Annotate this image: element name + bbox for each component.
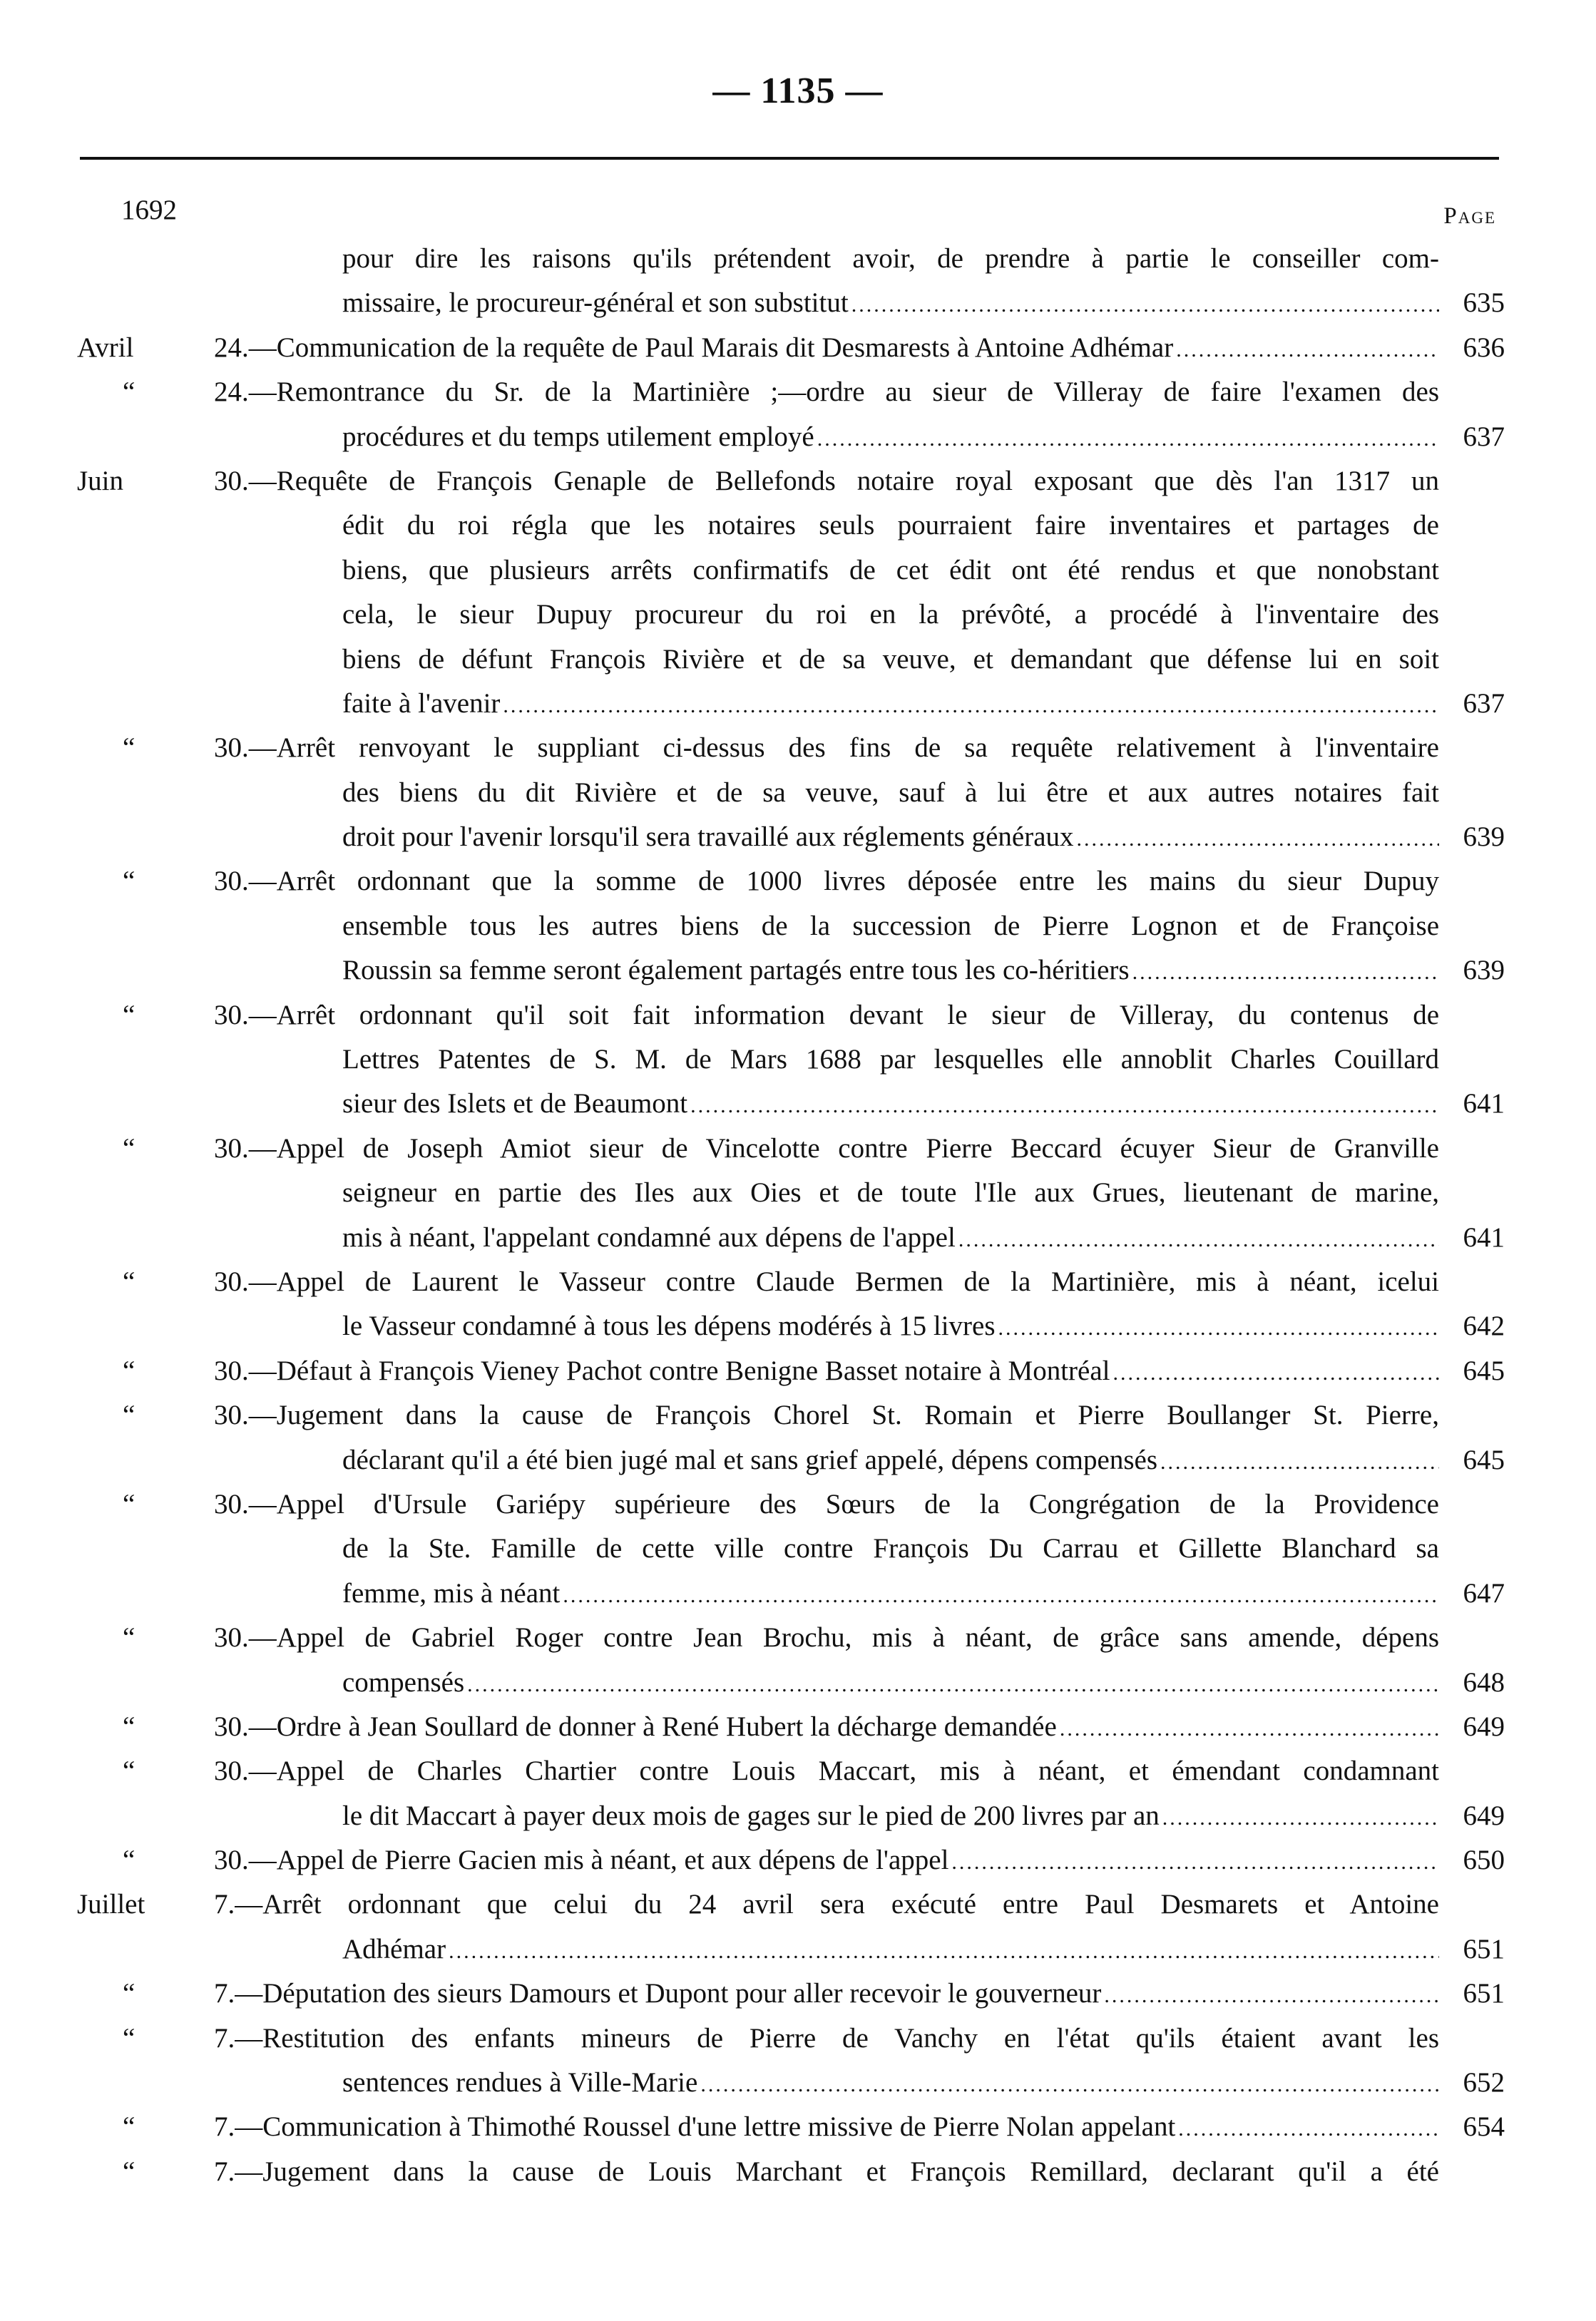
dot-leader [503,684,1439,728]
entry-text: faite à l'avenir [342,687,501,719]
entry-text: 7.—Communication à Thimothé Roussel d'une lettre missive de Pierre Nolan appelant [214,2111,1176,2143]
entry-text: 30.—Jugement dans la cause de François Chorel St. Romain et Pierre Boullanger St. Pierre, [214,1400,1439,1431]
page-reference: 648 [1463,1666,1505,1698]
ditto-mark: “ [123,999,135,1030]
entry-line [0,2061,1596,2105]
ditto-mark: “ [123,2156,135,2187]
entry-text: Lettres Patentes de S. M. de Mars 1688 par lesquelles elle annoblit Charles Couillard [342,1044,1439,1075]
entry-line [0,1260,1596,1304]
index-entry [0,2150,1596,2194]
page-reference: 639 [1463,955,1505,986]
entry-text: procédures et du temps utilement employé [342,421,814,452]
index-entry [0,1260,1596,1349]
page-reference: 651 [1463,1933,1505,1964]
page-reference: 650 [1463,1845,1505,1876]
entry-line [0,548,1596,593]
entry-line [0,904,1596,948]
entry-line [0,1838,1596,1882]
dot-leader [467,1663,1439,1707]
index-entry [0,326,1596,370]
page-reference: 641 [1463,1088,1505,1119]
entry-text: 7.—Restitution des enfants mineurs de Pierre de Vanchy en l'état qu'ils étaient avant les [214,2022,1439,2054]
entry-line [0,1927,1596,1972]
page-reference: 641 [1463,1221,1505,1253]
dot-leader [1104,1974,1439,2018]
entry-text: ensemble tous les autres biens de la succession de Pierre Lognon et de Françoise [342,910,1439,941]
dot-leader [951,1840,1439,1885]
entry-text: le dit Maccart à payer deux mois de gages sur le pied de 200 livres par an [342,1800,1160,1831]
ditto-mark: “ [123,1400,135,1431]
dot-leader [1176,328,1439,372]
entry-line [0,1171,1596,1215]
entry-text: Roussin sa femme seront également partagés entre tous les co-héritiers [342,955,1130,986]
entry-text: missaire, le procureur-général et son substitut [342,287,849,319]
index-entry [0,1882,1596,1972]
ditto-mark: “ [123,2111,135,2143]
ditto-mark: “ [123,1845,135,1876]
ditto-mark: “ [123,1355,135,1386]
index-entry [0,1749,1596,1838]
ditto-mark: “ [123,1711,135,1742]
index-entry [0,459,1596,726]
index-entry [0,1349,1596,1393]
entry-text: biens, que plusieurs arrêts confirmatifs de cet édit ont été rendus et que nonobstant [342,554,1439,585]
entry-text: des biens du dit Rivière et de sa veuve, sauf à lui être et aux autres notaires fait [342,777,1439,808]
year-label: 1692 [121,195,177,225]
dot-leader [1178,2107,1439,2151]
entry-text: 7.—Arrêt ordonnant que celui du 24 avril sera exécuté entre Paul Desmarets et Antoine [214,1889,1439,1920]
entry-text: édit du roi régla que les notaires seuls pourraient faire inventaires et partages de [342,510,1439,541]
dot-leader [817,417,1439,461]
dot-leader [1162,1796,1439,1840]
entry-line [0,281,1596,325]
entry-line [0,1572,1596,1616]
entry-text: cela, le sieur Dupuy procureur du roi en la prévôté, a procédé à l'inventaire des [342,599,1439,630]
entry-text: le Vasseur condamné à tous les dépens modérés à 15 livres [342,1311,996,1342]
entry-line [0,1705,1596,1749]
entry-line [0,993,1596,1037]
page-reference: 635 [1463,287,1505,319]
entry-line [0,1349,1596,1393]
entry-line [0,1037,1596,1082]
entry-line [0,326,1596,370]
entry-line [0,1527,1596,1571]
entry-line [0,1438,1596,1482]
entry-line [0,415,1596,459]
entry-month: Juillet [77,1889,145,1920]
entry-line [0,1882,1596,1927]
entry-line [0,1482,1596,1527]
entry-text: pour dire les raisons qu'ils prétendent avoir, de prendre à partie le conseiller com- [342,243,1439,274]
dot-leader [1060,1707,1439,1751]
index-entry [0,726,1596,859]
ditto-mark: “ [123,1132,135,1164]
page-reference: 637 [1463,687,1505,719]
ditto-mark: “ [123,376,135,408]
ditto-mark: “ [123,1756,135,1787]
entry-text: droit pour l'avenir lorsqu'il sera travaillé aux réglements généraux [342,821,1074,853]
entry-text: Adhémar [342,1933,446,1964]
page-reference: 642 [1463,1311,1505,1342]
page-reference: 645 [1463,1444,1505,1475]
entry-text: sieur des Islets et de Beaumont [342,1088,688,1119]
entry-text: 30.—Appel de Pierre Gacien mis à néant, et aux dépens de l'appel [214,1845,949,1876]
index-entries [0,237,1596,2194]
entry-line [0,771,1596,815]
index-entry [0,859,1596,993]
entry-text: 24.—Remontrance du Sr. de la Martinière ;—ordre au sieur de Villeray de faire l'examen des [214,376,1439,408]
entry-text: déclarant qu'il a été bien jugé mal et sans grief appelé, dépens compensés [342,1444,1157,1475]
entry-line [0,1794,1596,1838]
ditto-mark: “ [123,1488,135,1520]
index-entry [0,370,1596,459]
index-entry [0,2017,1596,2106]
entry-line [0,503,1596,548]
index-entry [0,1838,1596,1882]
ditto-mark: “ [123,1978,135,2009]
entry-text: seigneur en partie des Iles aux Oies et de toute l'Ile aux Grues, lieutenant de marine, [342,1177,1439,1209]
entry-line [0,1972,1596,2016]
entry-text: 30.—Appel de Laurent le Vasseur contre Claude Bermen de la Martinière, mis à néant, icelui [214,1266,1439,1297]
entry-line [0,1216,1596,1260]
entry-text: 30.—Arrêt ordonnant que la somme de 1000 livres déposée entre les mains du sieur Dupuy [214,866,1439,897]
page-column-header: Page [1443,203,1496,229]
page-reference: 652 [1463,2067,1505,2099]
entry-text: 30.—Appel de Charles Chartier contre Louis Maccart, mis à néant, et émendant condamnant [214,1756,1439,1787]
page-reference: 645 [1463,1355,1505,1386]
page-reference: 651 [1463,1978,1505,2009]
dot-leader [851,283,1439,327]
entry-line [0,2150,1596,2194]
dot-leader [563,1574,1439,1618]
entry-line [0,370,1596,414]
entry-line [0,1082,1596,1126]
entry-line [0,1661,1596,1705]
entry-line [0,1393,1596,1438]
ditto-mark: “ [123,1622,135,1654]
entry-text: 30.—Arrêt ordonnant qu'il soit fait information devant le sieur de Villeray, du contenus de [214,999,1439,1030]
index-entry [0,1393,1596,1482]
entry-line [0,237,1596,281]
entry-text: 30.—Défaut à François Vieney Pachot contre Benigne Basset notaire à Montréal [214,1355,1110,1386]
entry-month: Avril [77,332,134,363]
page-reference: 636 [1463,332,1505,363]
entry-line [0,682,1596,726]
entry-line [0,1749,1596,1793]
dot-leader [449,1930,1439,1974]
dot-leader [998,1306,1439,1351]
entry-text: compensés [342,1666,465,1698]
dot-leader [1160,1440,1439,1485]
entry-text: 30.—Appel d'Ursule Gariépy supérieure des Sœurs de la Congrégation de la Providence [214,1488,1439,1520]
entry-line [0,1616,1596,1660]
entry-text: 30.—Ordre à Jean Soullard de donner à René Hubert la décharge demandée [214,1711,1057,1742]
entry-text: 30.—Appel de Gabriel Roger contre Jean Brochu, mis à néant, de grâce sans amende, dépens [214,1622,1439,1654]
entry-line [0,2105,1596,2149]
entry-text: 24.—Communication de la requête de Paul Marais dit Desmarests à Antoine Adhémar [214,332,1174,363]
index-entry [0,1127,1596,1260]
entry-text: 30.—Arrêt renvoyant le suppliant ci-dessus des fins de sa requête relativement à l'inventaire [214,732,1439,764]
entry-text: mis à néant, l'appelant condamné aux dépens de l'appel [342,1221,956,1253]
entry-line [0,593,1596,637]
entry-text: femme, mis à néant [342,1577,561,1609]
entry-line [0,637,1596,682]
dot-leader [690,1084,1439,1128]
entry-line [0,815,1596,859]
index-entry [0,1616,1596,1705]
page-reference: 647 [1463,1577,1505,1609]
header-rule [80,157,1499,160]
entry-line [0,726,1596,770]
entry-line [0,859,1596,903]
entry-line [0,948,1596,993]
dot-leader [1132,951,1439,995]
page-reference: 649 [1463,1711,1505,1742]
entry-text: de la Ste. Famille de cette ville contre François Du Carrau et Gillette Blanchard sa [342,1533,1439,1564]
dot-leader [958,1218,1439,1262]
entry-text: 30.—Appel de Joseph Amiot sieur de Vincelotte contre Pierre Beccard écuyer Sieur de Granville [214,1132,1439,1164]
ditto-mark: “ [123,2022,135,2054]
dot-leader [700,2063,1439,2107]
entry-text: sentences rendues à Ville-Marie [342,2067,698,2099]
ditto-mark: “ [123,732,135,764]
index-entry [0,1705,1596,1749]
index-entry [0,1482,1596,1616]
index-entry [0,1972,1596,2016]
entry-line [0,2017,1596,2061]
entry-line [0,1127,1596,1171]
ditto-mark: “ [123,1266,135,1297]
index-entry [0,237,1596,326]
page-number: — 1135 — [712,71,884,111]
entry-text: 7.—Députation des sieurs Damours et Dupont pour aller recevoir le gouverneur [214,1978,1102,2009]
index-entry [0,993,1596,1127]
page-reference: 637 [1463,421,1505,452]
dot-leader [1112,1351,1439,1395]
entry-text: biens de défunt François Rivière et de sa veuve, et demandant que défense lui en soit [342,643,1439,675]
entry-month: Juin [77,465,124,496]
page-reference: 649 [1463,1800,1505,1831]
entry-line [0,459,1596,503]
entry-line [0,1304,1596,1348]
entry-text: 7.—Jugement dans la cause de Louis Marchant et François Remillard, declarant qu'il a été [214,2156,1439,2187]
index-entry [0,2105,1596,2149]
ditto-mark: “ [123,866,135,897]
entry-text: 30.—Requête de François Genaple de Bellefonds notaire royal exposant que dès l'an 1317 un [214,465,1439,496]
dot-leader [1077,817,1439,861]
page-reference: 654 [1463,2111,1505,2143]
page-reference: 639 [1463,821,1505,853]
